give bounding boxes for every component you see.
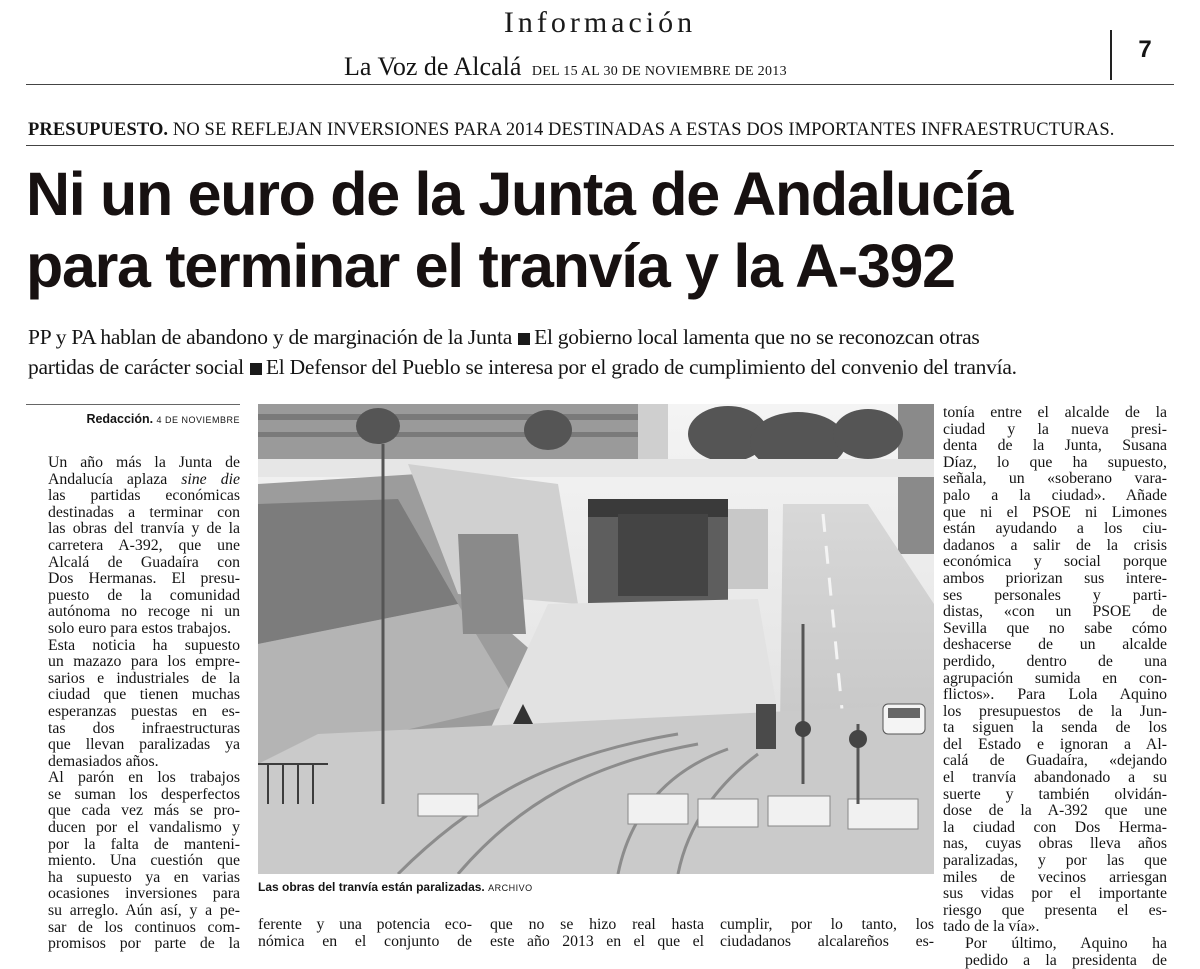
text-line: este año 2013 en el que el [490,932,704,950]
byline-date: 4 DE NOVIEMBRE [156,415,240,425]
text-line: económica y social porque [943,553,1167,571]
text-line: que cada vez más se pro- [48,802,240,820]
subhead-line-1 [28,322,1178,352]
text-line: sus vidas por el importante [943,885,1167,903]
bullet-square-icon [518,333,530,345]
caption-text: Las obras del tranvía están paralizadas. [258,880,485,894]
text-line: sarios e industriales de la [48,669,240,687]
text-line: puesto de la comunidad [48,586,240,604]
text-line: por la falta de manteni- [48,835,240,853]
text-line: dadanos a salir de la crisis [943,536,1167,554]
text-line: paralizadas, y por las que [943,852,1167,870]
subhead-line-2 [28,352,1178,382]
text-line: destinadas a terminar con [48,503,240,521]
text-line: sar de los continuos com- [48,918,240,936]
text-line: un mazazo para los empre- [48,653,240,671]
text-line: su arreglo. Aún así, y a pe- [48,902,240,920]
kicker-rule [26,145,1174,146]
text-line: las obras del tranvía y de la [48,520,240,538]
text-line: que no se hizo real hasta [490,916,704,933]
text-line: ciudad y la nueva presi- [943,420,1167,438]
text-fragment: Andalucía aplaza [48,470,168,488]
byline-rule [26,404,240,405]
paragraph [943,405,1167,936]
text-line: suerte y también olvidán- [943,785,1167,803]
text-line: riesgo que presenta el es- [943,901,1167,919]
text-line: dose de la A-392 que une [943,802,1167,820]
text-line: nas, cuyas obras lleva años [943,835,1167,853]
text-line: autónoma no recoge ni un [48,603,240,621]
text-line: flictos». Para Lola Aquino [943,686,1167,704]
page-number: 7 [1138,36,1152,63]
text-line: Sevilla que no sabe cómo [943,619,1167,637]
text-line: las partidas económicas [48,487,240,505]
kicker-label: PRESUPUESTO. [28,120,169,140]
photo-caption [258,880,934,894]
tram-works-photo [258,404,934,874]
paragraph [943,936,1167,969]
text-line: promisos por parte de la [48,935,240,953]
article-photo [258,404,934,874]
subhead [28,322,1178,382]
header-divider [1110,30,1112,80]
text-line: Un año más la Junta de [48,454,240,471]
photo-credit: ARCHIVO [488,883,533,893]
kicker-text: NO SE REFLEJAN INVERSIONES PARA 2014 DESTINADAS A ESTAS DOS IMPORTANTES INFRAESTRUCTURAS. [172,120,1115,140]
paragraph [26,638,240,771]
article-column-4 [720,917,934,950]
text-line: agrupación sumida en con- [943,669,1167,687]
text-line: están ayudando a los ciu- [943,520,1167,538]
headline [26,158,1186,302]
headline-line-2: para terminar el tranvía y la A-392 [26,232,955,300]
byline-author: Redacción. [86,412,154,426]
text-line: distas, «con un PSOE de [943,603,1167,621]
text-line: ducen por el vandalismo y [48,819,240,837]
text-line: del Estado e ignoran a Al- [943,735,1167,753]
text-line: ferente y una potencia eco- [258,916,472,933]
text-line: solo euro para estos trabajos. [48,619,231,637]
text-line: ses personales y parti- [943,586,1167,604]
article-column-2 [258,917,472,950]
text-line: Al parón en los trabajos [48,769,240,787]
text-line: Dos Hermanas. El presu- [48,570,240,588]
article-column-3 [490,917,704,950]
article-column-5 [943,405,1167,969]
text-line: cumplir, por lo tanto, los [720,916,934,933]
header-rule [26,84,1174,85]
text-line: Alcalá de Guadaíra con [48,553,240,571]
text-line: ta siguen la senda de los [943,719,1167,737]
column-4-text [720,917,934,950]
text-line: ambos priorizan sus intere- [943,569,1167,587]
text-line: demasiados años. [48,752,159,770]
subhead-part-1: PP y PA hablan de abandono y de marginación de la Junta [28,325,513,349]
column-3-text [490,917,704,950]
masthead [344,52,787,82]
text-line: perdido, dentro de una [943,652,1167,670]
text-line: ciudadanos alcalareños es- [720,932,934,950]
kicker [28,120,1174,141]
text-line: los presupuestos de la Jun- [943,702,1167,720]
text-line: que ni el PSOE ni Limones [943,503,1167,521]
text-line: miento. Una cuestión que [48,852,240,870]
section-title: Información [503,6,697,39]
text-line: señala, un «soberano vara- [943,470,1167,488]
text-line: tado de la vía». [943,918,1040,936]
text-line: Por último, Aquino ha [965,935,1167,952]
byline [26,412,240,426]
text-line: la ciudad con Dos Herma- [943,818,1167,836]
text-line: Díaz, lo que ha supuesto, [943,453,1167,471]
text-line: palo a la ciudad». Añade [943,486,1167,504]
headline-line-1: Ni un euro de la Junta de Andalucía [26,160,1013,228]
subhead-part-3: El Defensor del Pueblo se interesa por el grado de cumplimiento del convenio del tranvía. [265,355,1017,379]
issue-date: DEL 15 AL 30 DE NOVIEMBRE DE 2013 [531,64,787,79]
text-line: esperanzas puestas en es- [48,702,240,720]
text-line: denta de la Junta, Susana [943,437,1167,455]
text-line: calá de Guadaíra, «dejando [943,752,1167,770]
italic-term: sine die [181,470,240,488]
text-line [26,472,240,489]
subhead-part-2b: partidas de carácter social [28,355,244,379]
text-line: ocasiones inversiones para [48,885,240,903]
text-line: el tranvía abandonado a su [943,769,1167,787]
text-line: ciudad que tienen muchas [48,686,240,704]
text-line: Esta noticia ha supuesto [48,636,240,654]
text-line: tonía entre el alcalde de la [943,404,1167,421]
paragraph [26,770,240,953]
text-line: nómica en el conjunto de [258,932,472,950]
masthead-title: La Voz de Alcalá [344,52,522,81]
text-line: miles de vecinos arriesgan [943,868,1167,886]
subhead-part-2a: El gobierno local lamenta que no se reconozcan otras [534,325,980,349]
article-column-1 [26,455,240,953]
column-2-text [258,917,472,950]
text-line: pedido a la presidenta de [965,951,1167,969]
paragraph [26,455,240,638]
text-line: carretera A-392, que une [48,536,240,554]
text-line: tas dos infraestructuras [48,719,240,737]
text-line: que llevan paralizadas ya [48,736,240,754]
bullet-square-icon [250,363,262,375]
text-line: se suman los desperfectos [48,785,240,803]
text-line: deshacerse de un alcalde [943,636,1167,654]
text-line: ha supuesto ya en varias [48,868,240,886]
